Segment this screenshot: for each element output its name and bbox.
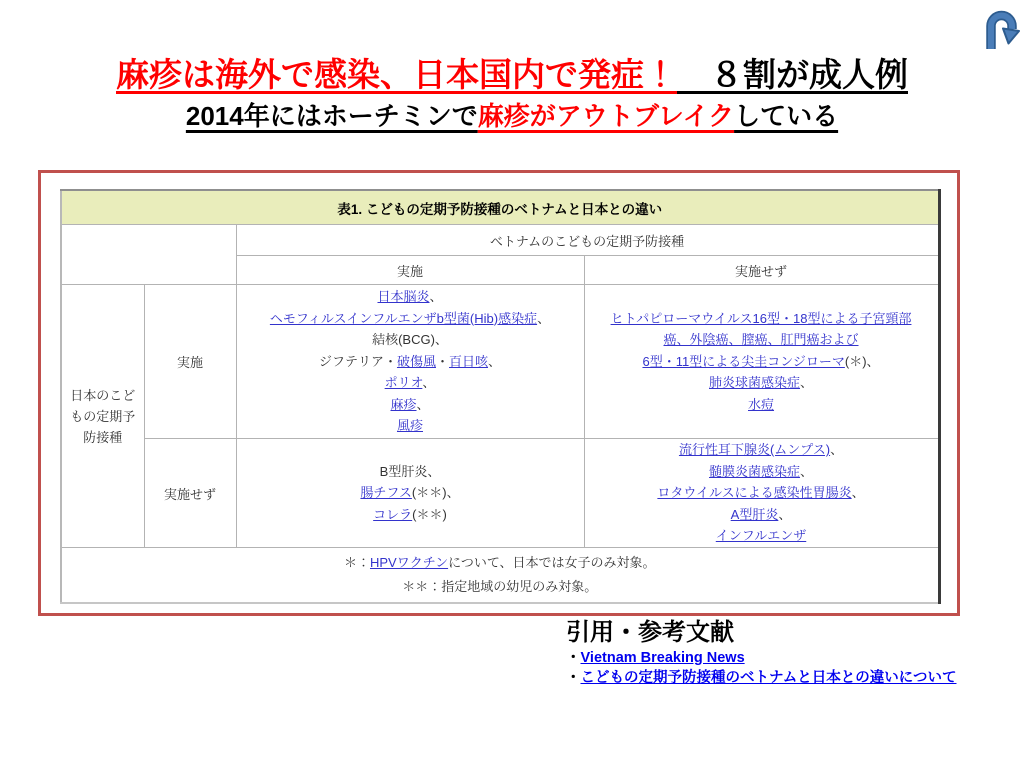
table-frame	[38, 170, 960, 616]
text-segment: ＊＊：指定地域の幼児のみ対象。	[402, 579, 598, 594]
table-caption: 表1. こどもの定期予防接種のベトナムと日本との違い	[61, 190, 939, 225]
link[interactable]: 日本脳炎	[377, 289, 430, 305]
row-label-implemented: 実施	[144, 285, 236, 439]
link[interactable]: 腸チフス	[360, 485, 412, 501]
text-segment: ８割が成人例	[677, 56, 908, 93]
text-segment: ・	[435, 353, 449, 369]
vn-group-header-row	[61, 225, 939, 256]
link[interactable]: 水痘	[748, 396, 775, 412]
text-segment: 、	[416, 396, 430, 412]
footnote-row	[61, 548, 939, 604]
reference-item	[566, 649, 956, 669]
u-turn-arrow-logo	[982, 8, 1020, 50]
text-segment: 、	[830, 442, 844, 458]
link[interactable]: 麻疹	[390, 396, 417, 412]
text-segment: (＊)、	[844, 353, 880, 369]
cell-jp-impl-vn-impl	[236, 285, 584, 439]
link[interactable]: 6型・11型による尖圭コンジローマ	[642, 353, 845, 369]
col-header-not-implemented: 実施せず	[584, 256, 939, 285]
cell-jp-not-vn-not	[584, 439, 939, 548]
text-segment: ジフテリア・	[318, 353, 397, 369]
text-segment: 、	[851, 485, 865, 501]
text-segment: 、	[488, 353, 502, 369]
link[interactable]: 風疹	[396, 418, 423, 434]
title-block	[0, 52, 1024, 134]
cell-jp-impl-vn-not	[584, 285, 939, 439]
link[interactable]: 破傷風	[396, 353, 436, 369]
text-segment: (＊＊)	[412, 506, 447, 522]
references	[566, 617, 956, 688]
vaccination-comparison-table	[60, 189, 941, 604]
references-heading: 引用・参考文献	[566, 619, 734, 646]
row-label-not-implemented: 実施せず	[144, 439, 236, 548]
text-segment: (＊＊)、	[411, 485, 460, 501]
link[interactable]: ロタウイルスによる感染性胃腸炎	[657, 485, 852, 501]
text-segment: 、	[429, 289, 443, 305]
table-caption-row	[61, 190, 939, 225]
text-segment: 、	[422, 375, 436, 391]
text-segment: ＊：	[343, 555, 370, 570]
text-segment: している	[734, 101, 839, 131]
link[interactable]: HPVワクチン	[369, 555, 449, 570]
link[interactable]: ポリオ	[384, 375, 423, 391]
text-segment: 、	[800, 375, 814, 391]
text-segment: 結核(BCG)、	[372, 332, 448, 348]
text-segment: ・	[566, 650, 581, 666]
slide-title-line1	[0, 52, 1024, 98]
link[interactable]: こどもの定期予防接種のベトナムと日本との違いについて	[580, 669, 957, 686]
cell-jp-not-vn-impl	[236, 439, 584, 548]
link[interactable]: 髄膜炎菌感染症	[709, 463, 801, 479]
row-group-label-japan: 日本のこどもの定期予防接種	[61, 285, 144, 548]
link[interactable]: 癌、外陰癌、膣癌、肛門癌および	[663, 332, 859, 348]
link[interactable]: コレラ	[373, 506, 413, 522]
text-segment: 、	[800, 463, 814, 479]
text-segment: 、	[778, 506, 792, 522]
table-row-japan-implemented	[61, 285, 939, 439]
text-segment: について、日本では女子のみ対象。	[448, 555, 656, 570]
table-footnotes	[61, 548, 939, 604]
link[interactable]: 百日咳	[449, 353, 489, 369]
link[interactable]: Vietnam Breaking News	[580, 650, 745, 666]
u-turn-arrow-icon	[982, 8, 1020, 50]
link[interactable]: ヘモフィルスインフルエンザb型菌(Hib)感染症	[269, 310, 538, 326]
vn-group-header: ベトナムのこどもの定期予防接種	[236, 225, 939, 256]
link[interactable]: 流行性耳下腺炎(ムンプス)	[678, 442, 831, 458]
col-header-implemented: 実施	[236, 256, 584, 285]
empty-header-cell	[61, 225, 236, 285]
table-row-japan-not-implemented	[61, 439, 939, 548]
reference-item	[566, 669, 956, 689]
text-segment: 麻疹は海外で感染、日本国内で発症！	[116, 56, 677, 93]
text-segment: 麻疹がアウトブレイク	[477, 101, 735, 131]
link[interactable]: インフルエンザ	[715, 528, 807, 544]
link[interactable]: A型肝炎	[730, 506, 779, 522]
link[interactable]: ヒトパピローマウイルス16型・18型による子宮頸部	[610, 310, 912, 326]
text-segment: ・	[566, 669, 581, 686]
text-segment: B型肝炎、	[379, 463, 441, 479]
slide-title-line2	[0, 98, 1024, 134]
text-segment: 、	[537, 310, 551, 326]
link[interactable]: 肺炎球菌感染症	[709, 375, 801, 391]
text-segment: 2014年にはホーチミンで	[185, 101, 478, 131]
